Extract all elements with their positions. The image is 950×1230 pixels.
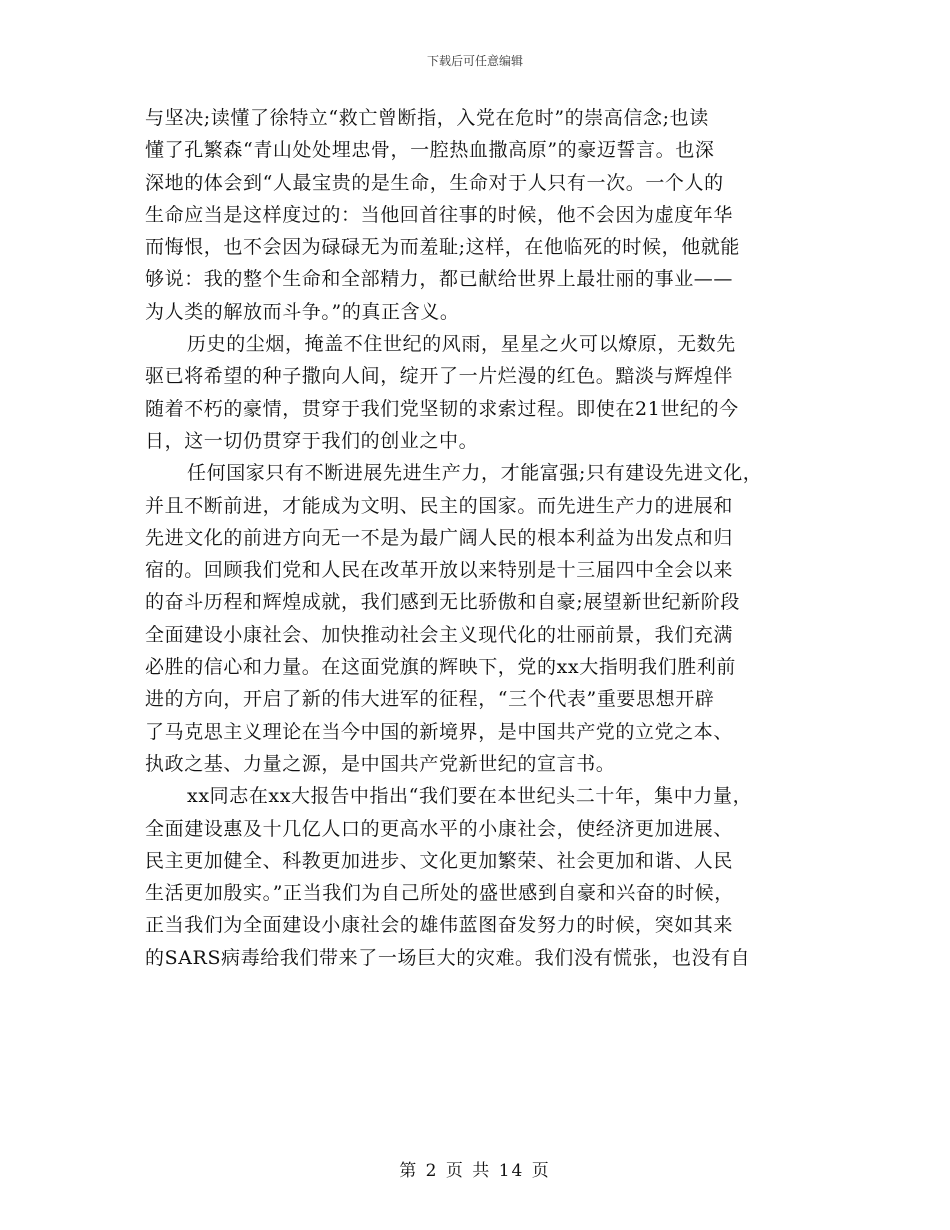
- text-line: 驱已将希望的种子撒向人间，绽开了一片烂漫的红色。黯淡与辉煌伴: [145, 365, 734, 388]
- text-line: 的SARS病毒给我们带来了一场巨大的灾难。我们没有慌张，也没有自: [145, 946, 751, 969]
- page-header: 下载后可任意编辑: [426, 54, 523, 68]
- text-line: 的奋斗历程和辉煌成就，我们感到无比骄傲和自豪;展望新世纪新阶段: [145, 591, 741, 614]
- paragraph-2: [145, 328, 825, 457]
- text-line: 民主更加健全、科教更加进步、文化更加繁荣、社会更加和谐、人民: [145, 849, 734, 872]
- text-line: 进的方向，开启了新的伟大进军的征程，“三个代表”重要思想开辟: [145, 688, 715, 711]
- paragraph-1: [145, 102, 825, 328]
- text-line: 深地的体会到“人最宝贵的是生命，生命对于人只有一次。一个人的: [145, 171, 724, 194]
- text-line: 与坚决;读懂了徐特立“救亡曾断指，入党在危时”的崇高信念;也读: [145, 107, 709, 129]
- text-line: 宿的。回顾我们党和人民在改革开放以来特别是十三届四中全会以来: [145, 559, 734, 582]
- text-line: xx同志在xx大报告中指出“我们要在本世纪头二十年，集中力量，: [187, 785, 753, 808]
- text-line: 先进文化的前进方向无一不是为最广阔人民的根本利益为出发点和归: [145, 526, 734, 549]
- text-line: 正当我们为全面建设小康社会的雄伟蓝图奋发努力的时候，突如其来: [145, 914, 734, 937]
- text-line: 随着不朽的豪情，贯穿于我们党坚韧的求索过程。即使在21世纪的今: [145, 397, 739, 420]
- text-line: 全面建设小康社会、加快推动社会主义现代化的壮丽前景，我们充满: [145, 623, 734, 646]
- text-line: 而悔恨，也不会因为碌碌无为而羞耻;这样，在他临死的时候，他就能: [145, 236, 741, 259]
- text-line: 了马克思主义理论在当今中国的新境界，是中国共产党的立党之本、: [145, 720, 734, 743]
- text-line: 任何国家只有不断进展先进生产力，才能富强;只有建设先进文化，: [187, 462, 763, 485]
- text-line: 够说：我的整个生命和全部精力，都已献给世界上最壮丽的事业——: [145, 268, 734, 291]
- body-text: [145, 102, 825, 974]
- text-line: 生活更加殷实。”正当我们为自己所处的盛世感到自豪和兴奋的时候，: [145, 882, 734, 905]
- page-footer: 第 2 页 共 14 页: [399, 1161, 551, 1181]
- paragraph-3: [145, 457, 825, 780]
- text-line: 并且不断前进，才能成为文明、民主的国家。而先进生产力的进展和: [145, 494, 734, 517]
- text-line: 执政之基、力量之源，是中国共产党新世纪的宣言书。: [145, 752, 616, 775]
- text-line: 必胜的信心和力量。在这面党旗的辉映下，党的xx大指明我们胜利前: [145, 656, 737, 679]
- text-line: 全面建设惠及十几亿人口的更高水平的小康社会，使经济更加进展、: [145, 817, 734, 840]
- text-line: 为人类的解放而斗争。”的真正含义。: [145, 300, 460, 323]
- text-line: 生命应当是这样度过的：当他回首往事的时候，他不会因为虚度年华: [145, 203, 734, 226]
- text-line: 历史的尘烟，掩盖不住世纪的风雨，星星之火可以燎原，无数先: [187, 333, 736, 356]
- paragraph-4: [145, 780, 825, 974]
- text-line: 懂了孔繁森“青山处处埋忠骨，一腔热血撒高原”的豪迈誓言。也深: [145, 139, 715, 162]
- text-line: 日，这一切仍贯穿于我们的创业之中。: [145, 429, 479, 452]
